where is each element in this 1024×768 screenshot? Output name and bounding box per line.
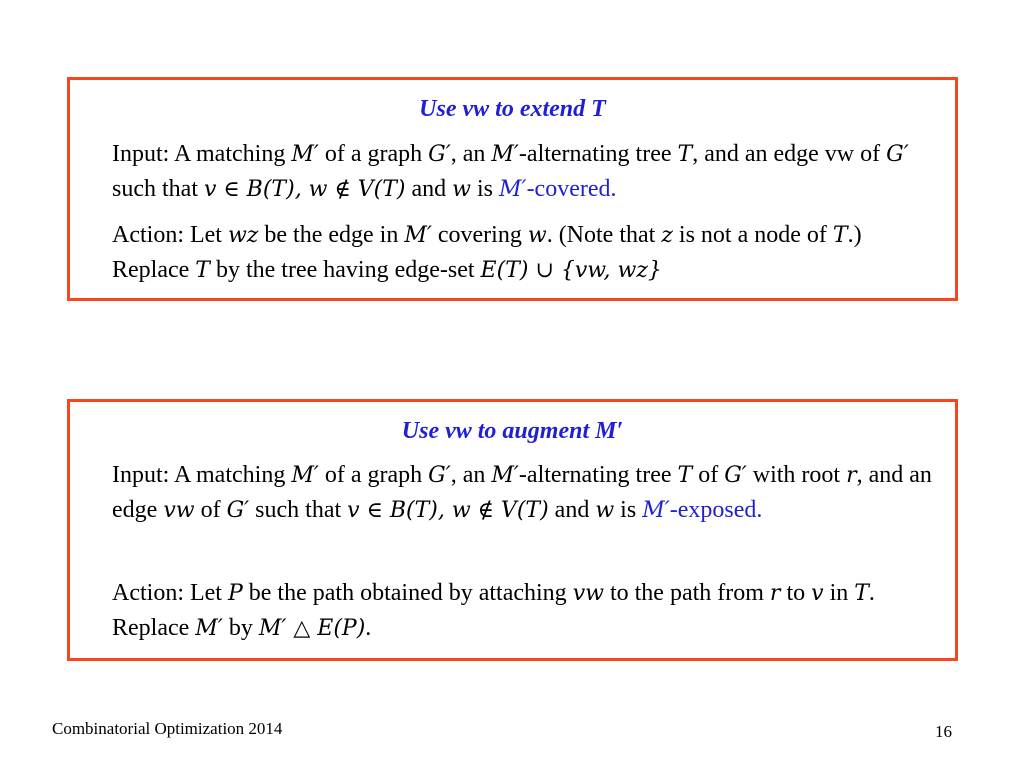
extend-tree-title: Use vw to extend T bbox=[419, 96, 606, 122]
augment-matching-action: Action: Let P be the path obtained by attaching vw to the path from r to v in T. Replace M′ by M′ △ E(P). bbox=[112, 580, 875, 641]
extend-tree-box bbox=[67, 77, 958, 301]
extend-tree-input: Input: A matching M′ of a graph G′, an M′-alternating tree T, and an edge vw of G′ such that v ∈ B(T), w ∉ V(T) and w is M′-covered. bbox=[112, 141, 909, 202]
augment-matching-input: Input: A matching M′ of a graph G′, an M′-alternating tree T of G′ with root r, and an edge vw of G′ such that v ∈ B(T), w ∉ V(T) and w is M′-exposed. bbox=[112, 462, 932, 523]
augment-matching-box bbox=[67, 399, 958, 661]
extend-tree-action: Action: Let wz be the edge in M′ covering w. (Note that z is not a node of T.) Replace T by the tree having edge-set E(T) ∪ {vw, wz} bbox=[112, 222, 862, 283]
footer-course: Combinatorial Optimization 2014 bbox=[52, 719, 283, 738]
page-number: 16 bbox=[935, 722, 952, 741]
augment-matching-title: Use vw to augment M′ bbox=[401, 418, 624, 444]
